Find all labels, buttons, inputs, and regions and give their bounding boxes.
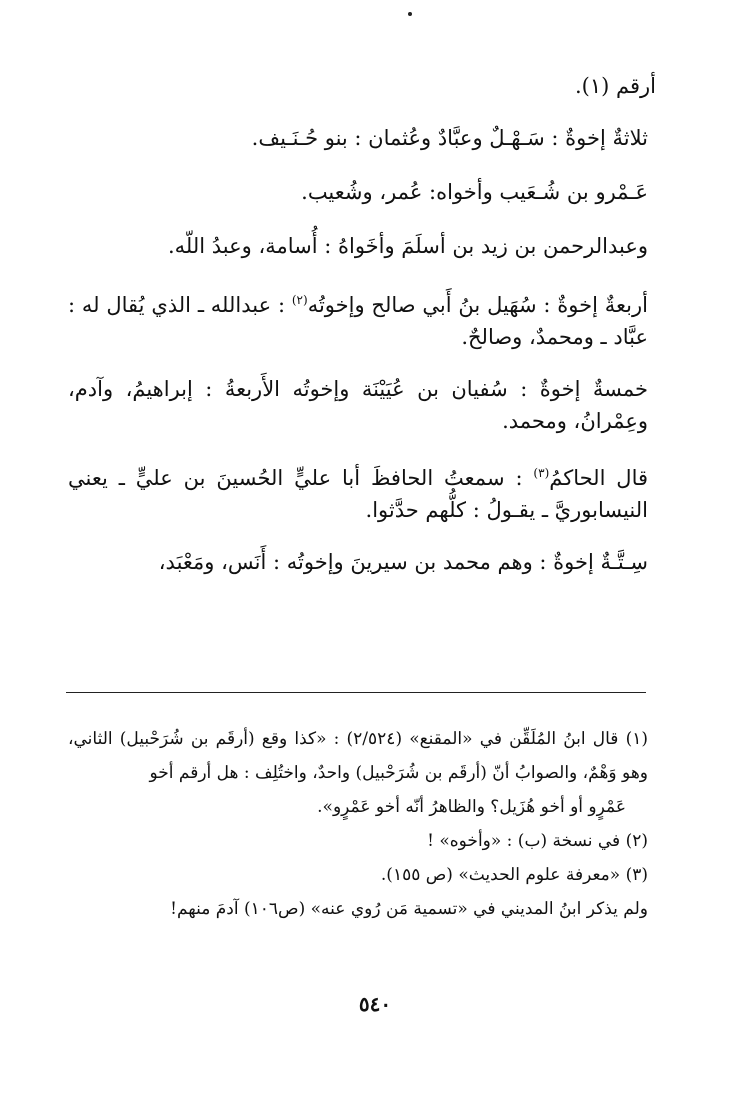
four-brothers-text-a: أربعةٌ إخوةٌ : سُهَيل بنُ أَبي صالح وإخوتُه — [307, 293, 648, 317]
top-dot-mark — [408, 12, 412, 16]
four-brothers-text-b: : عبدالله ـ الذي يُقال له : عبَّاد ـ ومحمدٌ، وصالحٌ. — [68, 293, 648, 349]
page-number: ٥٤٠ — [358, 992, 392, 1016]
paragraph-six-brothers: سِـتَّـةٌ إخوةٌ : وهم محمد بن سيرينَ وإخوتُه : أَنَس، ومَعْبَد، — [158, 550, 648, 574]
footnote-3: (٣) «معرفة علوم الحديث» (ص ١٥٥). — [380, 865, 648, 885]
footnote-divider — [66, 692, 646, 693]
paragraph-abdulrahman-bin-zayd: وعبدالرحمن بن زيد بن أسلَمَ وأخَواهُ : أُسامة، وعبدُ اللّه. — [167, 234, 648, 258]
paragraph-arqam: أرقم (١). — [574, 74, 656, 98]
paragraph-al-hakim — [68, 457, 648, 526]
footnote-2: (٢) في نسخة (ب) : «وأخوه» ! — [427, 831, 648, 851]
paragraph-five-brothers: خمسةٌ إخوةٌ : سُفيان بن عُيَيْنَة وإخوتُه الأَربعةُ : إبراهيمُ، وآدم، وعِمْرانُ، ومحمد. — [68, 377, 648, 433]
footnote-ref-3: (٣) — [533, 466, 550, 480]
al-hakim-text-b: : سمعتُ الحافظَ أبا عليٍّ الحُسينَ بن عليٍّ ـ يعني النيسابوريَّ ـ يقـولُ : كلُّهم حدَّثوا. — [68, 466, 648, 522]
al-hakim-text-a: قال الحاكمُ — [549, 466, 649, 490]
footnote-3-note: ولم يذكر ابنُ المديني في «تسمية مَن رُوي عنه» (ص١٠٦) آدمَ منهم! — [170, 899, 648, 919]
footnotes-section — [68, 722, 648, 926]
paragraph-amr-bin-shuayb: عَـمْرو بن شُـعَيب وأخواه: عُمر، وشُعيب. — [301, 180, 648, 204]
footnote-ref-2: (٢) — [291, 293, 308, 307]
footnote-1: (١) قال ابنُ المُلَقِّن في «المقنع» (٢/٥٢٤) : «كذا وقع (أرقَم بن شُرَحْبيل) الثاني، وهو وَهْمٌ، والصوابُ أنّ (أرقَم بن شُرَحْبيل) واحدٌ، واختُلِف : هل أرقم أخو — [68, 729, 648, 783]
main-text-body — [68, 70, 656, 578]
paragraph-four-brothers — [68, 284, 648, 353]
paragraph-three-brothers: ثلاثةٌ إخوةٌ : سَـهْـلٌ وعبَّادٌ وعُثمان : بنو حُـنَـيف. — [251, 126, 648, 150]
footnote-1-continuation: عَمْرٍو أو أخو هُزَيل؟ والظاهرُ أنّه أخو عَمْرٍو». — [317, 797, 626, 817]
